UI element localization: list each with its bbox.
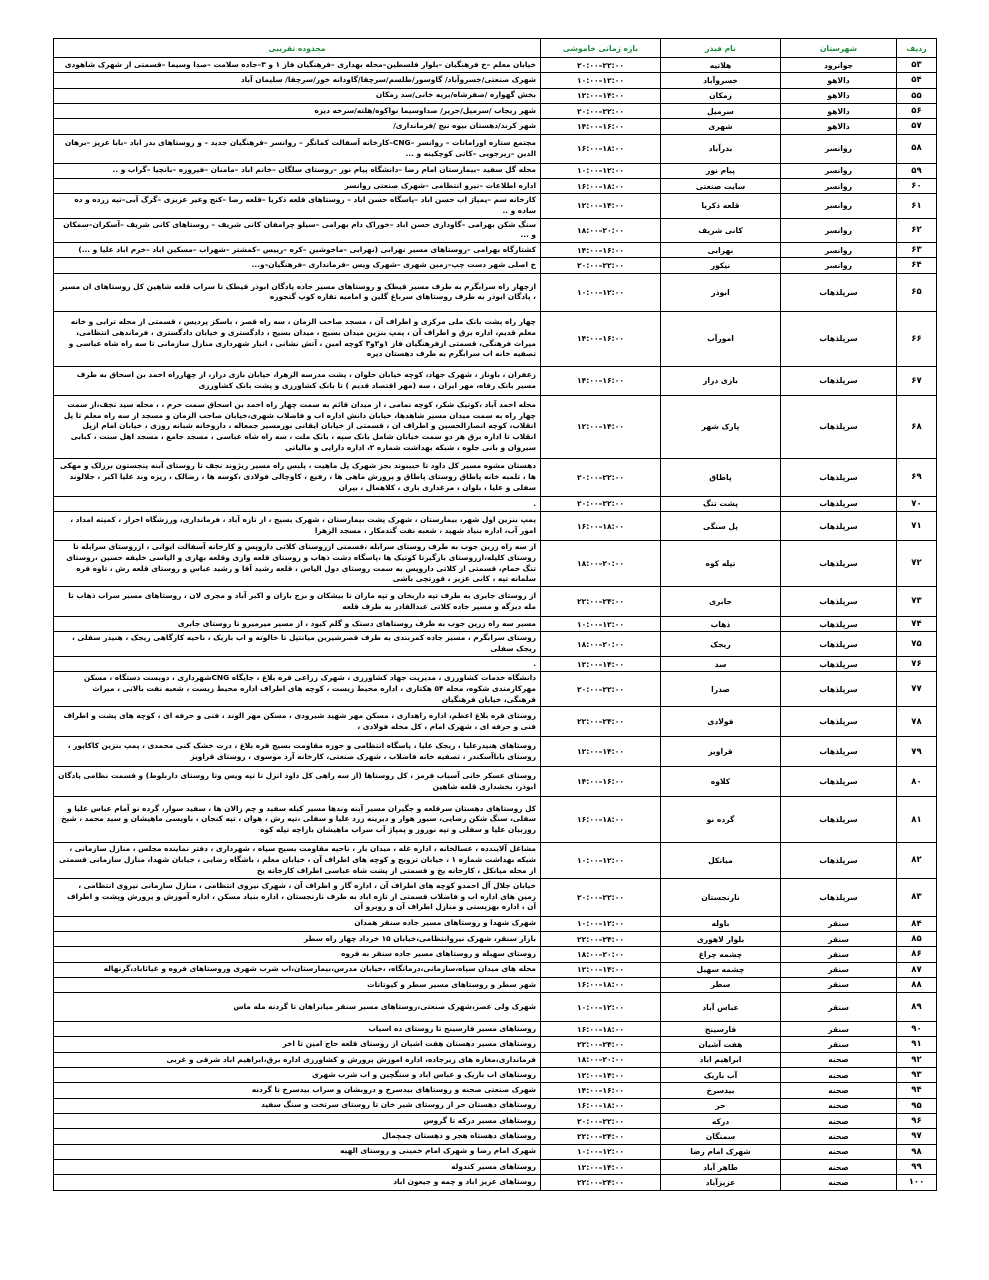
time-range-cell: ۱۸:۰۰–۲۰:۰۰ [541, 218, 661, 242]
city-cell: روانسر [781, 163, 897, 178]
row-number-cell: ۵۸ [897, 134, 937, 163]
area-cell: روستاهای مسیر درکه تا گروس [54, 1114, 541, 1129]
area-cell: محله احمد آباد ،کوتیک شکر، کوچه نمامی ، از میدان قائم به سمت چهار راه احمد بن اسحاق سمت حرم ، ، محله سید نجف،از سمت چهار راه به سمت میدان مسیر شاهدها، خیابان دانش اداره اب و فاضلاب شهری،خیابان صاحب الزمان و مسجد از سه راه معلم تا پل انقلاب، کوچه انصارالحسین و اطراف ان ، قسمتی از خیابان ایقانی بورمسیر جمعاله ، داروخانه شبانه روزی ، خیابان امام ازپل انقلاب تا اداره برق هر دو سمت خیابان شامل بانک سپه ، بانک ملت ، سه راه شاه عباسی ، مسجد جامع ، مسجد اهل سنت ، کبابی سیروان و بانی جلوه ، شبکه بهداشت شماره ۲، اداره دارایی و مالیاتی [54, 395, 541, 458]
time-range-cell: ۱۰:۰۰–۱۲:۰۰ [541, 73, 661, 88]
row-number-cell: ۹۴ [897, 1083, 937, 1098]
time-range-cell: ۲۰:۰۰–۲۲:۰۰ [541, 458, 661, 496]
city-cell: صحنه [781, 1068, 897, 1083]
table-row [54, 458, 937, 496]
city-cell: دالاهو [781, 73, 897, 88]
feeder-cell: قلعه ذکریا [661, 194, 781, 218]
time-range-cell: ۱۶:۰۰–۱۸:۰۰ [541, 1022, 661, 1037]
table-row [54, 797, 937, 843]
time-range-cell: ۱۶:۰۰–۱۸:۰۰ [541, 797, 661, 843]
table-row [54, 258, 937, 273]
table-row [54, 977, 937, 992]
area-cell: روستاهای هنیدرعلیا ، ریجک علیا ، پاسگاه انتظامی و حوزه مقاومت بسیج قره بلاغ ، درت خشک کنی محمدی ، پمپ بنزین کاکاپور ، روستای باباآسکندر ، تصفیه خانه فاضلاب ، شهرک صنعتی، کارخانه آرد موسوی ، روستای قراویز [54, 737, 541, 767]
table-row [54, 58, 937, 73]
time-range-cell: ۱۲:۰۰–۱۴:۰۰ [541, 656, 661, 671]
city-cell: صحنه [781, 1159, 897, 1174]
area-cell: شهرک شهدا و روستاهای مسیر جاده سنقر همدان [54, 916, 541, 931]
table-row [54, 1144, 937, 1159]
feeder-cell: پیام نور [661, 163, 781, 178]
row-number-cell: ۷۹ [897, 737, 937, 767]
table-row [54, 947, 937, 962]
area-cell: دانشگاه خدمات کشاورزی ، مدیریت جهاد کشاورزی ، شهرک زراعی قره بلاغ ، جایگاه CNGشهرداری ، دوبست دستگاه ، مسکن مهرکارمندی شکوه، محله ۵۴ هکتاری ، اداره محیط زیست ، کوچه های اطراف اداره محیط زیست ، شعبه نفت بالانی ، میراث فرهنگی، خیابان فرهنگیان [54, 672, 541, 707]
city-cell: سنقر [781, 1037, 897, 1052]
table-row [54, 1098, 937, 1113]
area-cell: روستای قره بلاغ اعظم، اداره راهداری ، مسکن مهر شهید شیرودی ، مسکن مهر الوند ، فنی و حرفه ای ، کوچه های پشت و اطراف فنی و حرفه ای ، شهرک امام ، کل محله فولادی ، [54, 707, 541, 737]
area-cell: بخش گهواره /صفرشاه/بریه خانی/سد زمکان [54, 88, 541, 103]
city-cell: صحنه [781, 1052, 897, 1067]
table-row [54, 1037, 937, 1052]
city-cell: سنقر [781, 977, 897, 992]
area-cell: اداره اطلاعات –نیرو انتظامی –شهرک صنعتی روانسر [54, 178, 541, 193]
city-cell: جوانرود [781, 58, 897, 73]
table-row [54, 103, 937, 118]
area-cell: شهر کرند/دهستان بیوه نیج /فرمانداری/ [54, 119, 541, 134]
table-row [54, 218, 937, 242]
area-cell: از سه راه زرین جوب به طرف روستای سرابله ،قسمتی ازروستای کلاتی داروپس و کارخانه آسفالت ایوانی ، ازروستای سرابله تا روستای کلیله،ازروستای بازگیرتا کوتیک ها ،پاسگاه دشت ذهاب و روستای قلعه وازی وقلعه بهاری و الیاسی خلیفه حسین ،روستای تنگ حمام، قسمتی از کلاتی داروپس به سمت روستای دول الیاس ، قلعه رشید آقا و رشید عباس و روستای قلعه رش ، تاوه قره سلمانه تپه ، کانی عزیز ، قورتچی باشی [54, 541, 541, 587]
area-cell: خیابان جلال آل احمدو کوچه های اطراف آن ، اداره گاز و اطراف آن ، شهرک نیروی انتظامی ، منازل سازمانی نیروی انتظامی ، زمین های اداره اب و فاضلاب قسمتی از تازه اباد به طرف نارنجستان ، اداره بنیاد مسکن ، اداره آموزش و پرورش وپشت و اطراف آن ، اداره بهزیستی و منازل اطراف آن و روبرو آن [54, 878, 541, 916]
time-range-cell: ۱۶:۰۰–۱۸:۰۰ [541, 178, 661, 193]
area-cell: روستاهای مسیر کندوله [54, 1159, 541, 1174]
area-cell: . [54, 496, 541, 511]
time-range-cell: ۱۴:۰۰–۱۶:۰۰ [541, 311, 661, 366]
feeder-cell: بیدسرخ [661, 1083, 781, 1098]
city-cell: سرپلذهاب [781, 843, 897, 878]
table-header-row [54, 39, 937, 58]
feeder-cell: فولادی [661, 707, 781, 737]
time-range-cell: ۲۲:۰۰–۲۴:۰۰ [541, 1129, 661, 1144]
table-row [54, 366, 937, 395]
area-cell: روستاهای مسیر دهستان هفت اشیان از روستای قلعه حاج امین تا اخر [54, 1037, 541, 1052]
feeder-cell: امورآب [661, 311, 781, 366]
feeder-cell: صدرا [661, 672, 781, 707]
city-cell: روانسر [781, 134, 897, 163]
feeder-cell: سرمیل [661, 103, 781, 118]
row-number-cell: ۹۲ [897, 1052, 937, 1067]
city-cell: سرپلذهاب [781, 541, 897, 587]
time-range-cell: ۲۰:۰۰–۲۲:۰۰ [541, 672, 661, 707]
table-row [54, 672, 937, 707]
row-number-cell: ۷۷ [897, 672, 937, 707]
city-cell: سرپلذهاب [781, 311, 897, 366]
area-cell: شهرک صنعتی/خسروآباد/ گاوسور/طلسم/سرچقا/گاودانه خور/سرچقا/ سلیمان آباد [54, 73, 541, 88]
city-cell: سرپلذهاب [781, 767, 897, 797]
header-feeder: نام فیدر [661, 39, 781, 58]
time-range-cell: ۱۴:۰۰–۱۶:۰۰ [541, 767, 661, 797]
feeder-cell: پشت تنگ [661, 496, 781, 511]
feeder-cell: کانی شریف [661, 218, 781, 242]
feeder-cell: گرده نو [661, 797, 781, 843]
feeder-cell: بدرآباد [661, 134, 781, 163]
row-number-cell: ۷۸ [897, 707, 937, 737]
row-number-cell: ۸۸ [897, 977, 937, 992]
area-cell: شهرک ولی عصر،شهرک صنعتی،روستاهای مسیر سنقر میانراهان تا گردنه مله ماس [54, 993, 541, 1022]
row-number-cell: ۹۶ [897, 1114, 937, 1129]
row-number-cell: ۸۳ [897, 878, 937, 916]
table-row [54, 707, 937, 737]
city-cell: سرپلذهاب [781, 512, 897, 541]
row-number-cell: ۵۷ [897, 119, 937, 134]
city-cell: روانسر [781, 218, 897, 242]
row-number-cell: ۶۶ [897, 311, 937, 366]
table-body [54, 58, 937, 1191]
row-number-cell: ۹۷ [897, 1129, 937, 1144]
time-range-cell: ۱۰:۰۰–۱۲:۰۰ [541, 1144, 661, 1159]
area-cell: مسیر سه راه زرین جوب به طرف روستاهای دستک و گلم کبود ، از مسیر میرمیرو تا روستای جابری [54, 617, 541, 632]
table-row [54, 931, 937, 946]
feeder-cell: پاطاق [661, 458, 781, 496]
row-number-cell: ۸۵ [897, 931, 937, 946]
row-number-cell: ۶۰ [897, 178, 937, 193]
header-area: محدوده تقریبی [54, 39, 541, 58]
time-range-cell: ۱۲:۰۰–۱۴:۰۰ [541, 194, 661, 218]
row-number-cell: ۷۳ [897, 587, 937, 617]
area-cell: مجتمع ستاره اورامانات – روانسر –CNG–کارخانه آسفالت کمانگر – روانسر –فرهنگیان جدید – و روستاهای بدر اباد –بابا عزیز –برهان الدین –زیرجویی –کانی کوچکینه و ... [54, 134, 541, 163]
time-range-cell: ۱۰:۰۰–۱۲:۰۰ [541, 993, 661, 1022]
city-cell: سنقر [781, 962, 897, 977]
city-cell: سرپلذهاب [781, 737, 897, 767]
row-number-cell: ۶۲ [897, 218, 937, 242]
city-cell: صحنه [781, 1129, 897, 1144]
area-cell: فرمانداری،مغازه های زیرجاده، اداره اموزش پرورش و کشاورزی اداره برق،ابراهیم اباد شرقی و غربی [54, 1052, 541, 1067]
area-cell: روستاهای دهستان حر از روستای شیر خان تا روستای سرتخت و سنگ سفید [54, 1098, 541, 1113]
table-row [54, 1159, 937, 1174]
city-cell: سرپلذهاب [781, 273, 897, 311]
city-cell: صحنه [781, 1083, 897, 1098]
feeder-cell: نیکور [661, 258, 781, 273]
city-cell: سنقر [781, 931, 897, 946]
feeder-cell: هفت آشیان [661, 1037, 781, 1052]
row-number-cell: ۹۰ [897, 1022, 937, 1037]
table-row [54, 1068, 937, 1083]
city-cell: سنقر [781, 993, 897, 1022]
table-row [54, 916, 937, 931]
area-cell: کشتارگاه بهرامی –روستاهای مسیر نهرابی (نهرابی –ماخوشین –کره –رییس –کمشتر –شهراب –مسکین اباد –خرم اباد علیا و ...) [54, 243, 541, 258]
feeder-cell: فارسینج [661, 1022, 781, 1037]
city-cell: روانسر [781, 178, 897, 193]
table-row [54, 632, 937, 656]
row-number-cell: ۹۸ [897, 1144, 937, 1159]
row-number-cell: ۹۱ [897, 1037, 937, 1052]
area-cell: پمپ بنزین اول شهر، بیمارستان ، شهرک پشت بیمارستان ، شهرک بسیج ، از تازه آباد ، فرمانداری، ورزشگاه احرار ، کمیته امداد ، امور آب، اداره بنیاد شهید ، شعبه نفت گندمکار ، مسجد الزهرا [54, 512, 541, 541]
table-row [54, 656, 937, 671]
table-row [54, 737, 937, 767]
feeder-cell: خسروآباد [661, 73, 781, 88]
row-number-cell: ۹۳ [897, 1068, 937, 1083]
area-cell: روستاهای اب باریک و عباس اباد و سنگچین و اب شرب شهری [54, 1068, 541, 1083]
time-range-cell: ۲۰:۰۰–۲۲:۰۰ [541, 258, 661, 273]
time-range-cell: ۲۲:۰۰–۲۴:۰۰ [541, 1175, 661, 1190]
city-cell: صحنه [781, 1098, 897, 1113]
row-number-cell: ۸۰ [897, 767, 937, 797]
area-cell: شهرک صنعتی صحنه و روستاهای بیدسرخ و دروبشان و سراب بیدسرخ تا گردنه [54, 1083, 541, 1098]
row-number-cell: ۵۶ [897, 103, 937, 118]
table-row [54, 88, 937, 103]
time-range-cell: ۱۸:۰۰–۲۰:۰۰ [541, 541, 661, 587]
area-cell: چهار راه پشت بانک ملی مرکزی و اطراف آن ، مسجد صاحب الزمان ، سه راه قصر ، باسکز پردیس ، قسمتی از محله ترابی و خانه معلم قدیم، اداره برق و اطراف آن ، پمپ بنزین میدان بسیج ، میدان بسیج ، دادگستری و خیابان دادگستری ، فرماندهی انتظامی، میراث فرهنگی، قسمتی ازفرهنگیان فاز ۱و۲و۳ کوچه امین ، آتش نشانی ، انبار شهرداری منازل سازمانی تا سه راه شاه عباسی و تصفیه خانه اب سرابگرم به طرف دهستان دیره [54, 311, 541, 366]
time-range-cell: ۱۲:۰۰–۱۴:۰۰ [541, 1068, 661, 1083]
header-time-range: بازه زمانی خاموشی [541, 39, 661, 58]
time-range-cell: ۱۶:۰۰–۱۸:۰۰ [541, 977, 661, 992]
row-number-cell: ۵۹ [897, 163, 937, 178]
city-cell: دالاهو [781, 88, 897, 103]
feeder-cell: عباس آباد [661, 993, 781, 1022]
table-row [54, 1052, 937, 1067]
city-cell: سرپلذهاب [781, 395, 897, 458]
feeder-cell: هلاتیه [661, 58, 781, 73]
row-number-cell: ۹۵ [897, 1098, 937, 1113]
feeder-cell: سد [661, 656, 781, 671]
feeder-cell: چشمه چراغ [661, 947, 781, 962]
row-number-cell: ۹۹ [897, 1159, 937, 1174]
time-range-cell: ۱۰:۰۰–۱۲:۰۰ [541, 163, 661, 178]
time-range-cell: ۲۲:۰۰–۲۴:۰۰ [541, 587, 661, 617]
area-cell: خ اصلی شهر دست چپ–زمین شهری –شهرک ویس –فرمانداری –فرهنگیان–و... [54, 258, 541, 273]
city-cell: روانسر [781, 243, 897, 258]
city-cell: دالاهو [781, 103, 897, 118]
city-cell: سرپلذهاب [781, 656, 897, 671]
area-cell: روستای عسکر خانی آسیاب قرمز ، کل روستاها (از سه راهی کل داود انزل تا تپه ویس وتا روستای داربلوط) و قسمت نظامی پادگان ابوذر، بخشداری قلعه شاهین [54, 767, 541, 797]
city-cell: روانسر [781, 258, 897, 273]
city-cell: سرپلذهاب [781, 632, 897, 656]
row-number-cell: ۶۷ [897, 366, 937, 395]
city-cell: سرپلذهاب [781, 672, 897, 707]
row-number-cell: ۸۹ [897, 993, 937, 1022]
feeder-cell: تپله کوه [661, 541, 781, 587]
row-number-cell: ۶۸ [897, 395, 937, 458]
time-range-cell: ۱۸:۰۰–۲۰:۰۰ [541, 632, 661, 656]
row-number-cell: ۸۲ [897, 843, 937, 878]
table-row [54, 73, 937, 88]
time-range-cell: ۲۰:۰۰–۲۲:۰۰ [541, 58, 661, 73]
table-row [54, 1129, 937, 1144]
area-cell: روستاهای دهستاه هجر و دهستان چمچمال [54, 1129, 541, 1144]
feeder-cell: شهری [661, 119, 781, 134]
feeder-cell: سطر [661, 977, 781, 992]
table-row [54, 395, 937, 458]
row-number-cell: ۵۵ [897, 88, 937, 103]
table-row [54, 496, 937, 511]
feeder-cell: ذهاب [661, 617, 781, 632]
feeder-cell: حر [661, 1098, 781, 1113]
city-cell: روانسر [781, 194, 897, 218]
feeder-cell: سمنگان [661, 1129, 781, 1144]
table-row [54, 1022, 937, 1037]
feeder-cell: بازی دراز [661, 366, 781, 395]
area-cell: روستاهای مسیر فارسینج تا روستای ده اسیاب [54, 1022, 541, 1037]
row-number-cell: ۷۱ [897, 512, 937, 541]
time-range-cell: ۲۲:۰۰–۲۴:۰۰ [541, 931, 661, 946]
table-row [54, 134, 937, 163]
feeder-cell: ابراهیم اباد [661, 1052, 781, 1067]
header-city: شهرستان [781, 39, 897, 58]
city-cell: صحنه [781, 1175, 897, 1190]
time-range-cell: ۲۲:۰۰–۲۴:۰۰ [541, 1037, 661, 1052]
table-row [54, 194, 937, 218]
table-row [54, 843, 937, 878]
area-cell: بازار سنقر، شهرک نیروانتظامی،خیابان ۱۵ خرداد چهار راه سطر [54, 931, 541, 946]
time-range-cell: ۱۶:۰۰–۱۸:۰۰ [541, 1098, 661, 1113]
time-range-cell: ۱۴:۰۰–۱۶:۰۰ [541, 1083, 661, 1098]
area-cell: از روستای جابری به طرف تپه داربخان و تپه ماران تا بیشکان و برج باران و اکبر آباد و مجری لان ، روستاهای مسیر سراب ذهاب تا مله دیزگه و مسیر جاده کلاتی عبدالقادر به طرف قلعه [54, 587, 541, 617]
time-range-cell: ۲۰:۰۰–۲۲:۰۰ [541, 1114, 661, 1129]
feeder-cell: پل سنگی [661, 512, 781, 541]
area-cell: ازچهار راه سرابگرم به طرف مسیر قیطک و روستاهای مسیر جاده پادگان ابوذر قیطک تا سراب قلعه شاهین کل روستاهای ان مسیر ، پادگان ابوذر به طرف روستاهای سرباغ گلین و امامیه تقاره کوپ گنجوره [54, 273, 541, 311]
feeder-cell: پارک شهر [661, 395, 781, 458]
city-cell: سنقر [781, 916, 897, 931]
table-row [54, 587, 937, 617]
row-number-cell: ۸۴ [897, 916, 937, 931]
time-range-cell: ۱۰:۰۰–۱۲:۰۰ [541, 916, 661, 931]
row-number-cell: ۸۷ [897, 962, 937, 977]
row-number-cell: ۸۱ [897, 797, 937, 843]
area-cell: محله های میدان سپاه،سازمانی،درمانگاه، ،خیابان مدرس،بیمارستان،اب شرب شهری وروستاهای فروه و غیاثاباد،گرنهاله [54, 962, 541, 977]
row-number-cell: ۶۳ [897, 243, 937, 258]
table-row [54, 1083, 937, 1098]
feeder-cell: زمکان [661, 88, 781, 103]
city-cell: سرپلذهاب [781, 496, 897, 511]
area-cell: کارخانه سم –پمپاژ اب حسن اباد –پاسگاه حسن اباد – روستاهای قلعه ذکریا –قلعه رضا –کنج وعیر عزیزی –گرگ آبی–تپه زرده و ده ساده و .. [54, 194, 541, 218]
city-cell: سنقر [781, 947, 897, 962]
time-range-cell: ۱۲:۰۰–۱۴:۰۰ [541, 962, 661, 977]
city-cell: سرپلذهاب [781, 707, 897, 737]
city-cell: سرپلذهاب [781, 617, 897, 632]
area-cell: محله گل سفید –بیمارستان امام رضا –دانشگاه پیام نور –روستای سلگان –خانم اباد –مامنان –فیروزه –بانچیا –گراب و .. [54, 163, 541, 178]
area-cell: شهرک امام رضا و شهرک امام خمینی و روستای الهیه [54, 1144, 541, 1159]
city-cell: سرپلذهاب [781, 587, 897, 617]
city-cell: صحنه [781, 1144, 897, 1159]
row-number-cell: ۵۴ [897, 73, 937, 88]
outage-schedule-table [53, 38, 937, 1191]
time-range-cell: ۲۰:۰۰–۲۲:۰۰ [541, 103, 661, 118]
table-row [54, 993, 937, 1022]
row-number-cell: ۶۵ [897, 273, 937, 311]
city-cell: سرپلذهاب [781, 797, 897, 843]
feeder-cell: ابوذر [661, 273, 781, 311]
area-cell: شهر سطر و روستاهای مسیر سطر و کیوتانات [54, 977, 541, 992]
table-row [54, 178, 937, 193]
feeder-cell: سایت صنعتی [661, 178, 781, 193]
time-range-cell: ۲۰:۰۰–۲۲:۰۰ [541, 496, 661, 511]
feeder-cell: نارنجستان [661, 878, 781, 916]
feeder-cell: آب باریک [661, 1068, 781, 1083]
table-row [54, 1175, 937, 1190]
area-cell: . [54, 656, 541, 671]
table-row [54, 878, 937, 916]
row-number-cell: ۸۶ [897, 947, 937, 962]
area-cell: زعفران ، باوناز ، شهرک جهاد، کوچه خیابان حلوان ، پشت مدرسه الزهرا، خیابان بازی دراز، از چهارراه احمد بن اسحاق به طرف مسیر بانک رفاه، مهر ایران ، سه (مهر اقتصاد قدیم ) تا بانک کشاورزی و پشت بانک کشاورزی [54, 366, 541, 395]
feeder-cell: جابری [661, 587, 781, 617]
area-cell: کل روستاهای دهستان سرقلعه و جگیران مسیر آبنه وندها مسیر کیله سفید و چم زالان ها ، سفید سوار، گرده نو آمام عباس علیا و سفلی، سنگ شکن رضایی، سیور هوار و دیرینه زرد علیا و سفلی ،تپه رش ، هوان ، تپه کنجان ، باویسی ماهیشان و سید محمد ، شیخ روزبیان علیا و سفلی و تپه نوروز و پمپاژ آب سراب ماهیشان بازاچه تپله کوه [54, 797, 541, 843]
row-number-cell: ۷۵ [897, 632, 937, 656]
time-range-cell: ۱۲:۰۰–۱۴:۰۰ [541, 395, 661, 458]
table-row [54, 767, 937, 797]
time-range-cell: ۲۲:۰۰–۲۴:۰۰ [541, 707, 661, 737]
time-range-cell: ۱۰:۰۰–۱۲:۰۰ [541, 617, 661, 632]
feeder-cell: طاهر آباد [661, 1159, 781, 1174]
feeder-cell: نهرابی [661, 243, 781, 258]
table-row [54, 119, 937, 134]
time-range-cell: ۱۲:۰۰–۱۴:۰۰ [541, 88, 661, 103]
table-row [54, 311, 937, 366]
area-cell: سنگ شکن بهرامی –گاوداری حسن اباد –خوراک دام بهرامی –سیلو چرامفان کانی شریف – روستاهای کانی شریف –آسکران–سمکان و ... [54, 218, 541, 242]
table-row [54, 512, 937, 541]
area-cell: روستای سهبله و روستاهای مسیر جاده سنقر به فروه [54, 947, 541, 962]
table-row [54, 163, 937, 178]
area-cell: خیابان معلم –خ فرهنگیان –بلوار فلسطین–محله بهداری –فرهنگیان فاز ۱ و ۳–جاده سلامت –صدا وسیما –قسمتی از شهرک شاهودی [54, 58, 541, 73]
row-number-cell: ۷۰ [897, 496, 937, 511]
feeder-cell: بلوار لاهوری [661, 931, 781, 946]
time-range-cell: ۱۰:۰۰–۱۲:۰۰ [541, 273, 661, 311]
row-number-cell: ۶۹ [897, 458, 937, 496]
feeder-cell: عزیزآباد [661, 1175, 781, 1190]
row-number-cell: ۷۶ [897, 656, 937, 671]
area-cell: روستاهای عزیز اباد و چمه و جیعون اباد [54, 1175, 541, 1190]
table-row [54, 962, 937, 977]
time-range-cell: ۱۴:۰۰–۱۶:۰۰ [541, 119, 661, 134]
table-row [54, 273, 937, 311]
time-range-cell: ۱۴:۰۰–۱۶:۰۰ [541, 243, 661, 258]
city-cell: سرپلذهاب [781, 878, 897, 916]
row-number-cell: ۱۰۰ [897, 1175, 937, 1190]
feeder-cell: میانکل [661, 843, 781, 878]
feeder-cell: ریجک [661, 632, 781, 656]
time-range-cell: ۱۲:۰۰–۱۴:۰۰ [541, 1159, 661, 1174]
city-cell: سرپلذهاب [781, 458, 897, 496]
area-cell: روستای سرابگرم ، مسیر جاده کمربندی به طرف قصرشیرین میانتپل تا خالوته و اب باریک ، ناحیه کارگاهی ریجک ، هنیدر سفلی ، ریجک سفلی [54, 632, 541, 656]
time-range-cell: ۱۰:۰۰–۱۲:۰۰ [541, 843, 661, 878]
feeder-cell: شهرک امام رضا [661, 1144, 781, 1159]
table-row [54, 1114, 937, 1129]
time-range-cell: ۲۰:۰۰–۲۲:۰۰ [541, 878, 661, 916]
table-row [54, 243, 937, 258]
city-cell: دالاهو [781, 119, 897, 134]
feeder-cell: قراویز [661, 737, 781, 767]
row-number-cell: ۶۱ [897, 194, 937, 218]
area-cell: شهر ریجاب /سرمیل/حریر/ صداوسیما نواکوه/هلته/سرخه دیزه [54, 103, 541, 118]
header-row-number: ردیف [897, 39, 937, 58]
time-range-cell: ۱۶:۰۰–۱۸:۰۰ [541, 134, 661, 163]
city-cell: صحنه [781, 1114, 897, 1129]
time-range-cell: ۱۲:۰۰–۱۴:۰۰ [541, 737, 661, 767]
time-range-cell: ۱۸:۰۰–۲۰:۰۰ [541, 947, 661, 962]
row-number-cell: ۷۲ [897, 541, 937, 587]
time-range-cell: ۱۴:۰۰–۱۶:۰۰ [541, 366, 661, 395]
area-cell: مشاغل آلایندده ، عسالخانه ، اداره غله ، میدان بار ، ناحیه مقاومت بسیج سپاه ، شهرداری ، دفتر نماینده مجلس ، منازل سازمانی ، شبکه بهداشت شماره ۱ ، خیابان تروبج و کوچه های اطراف آن ، خیابان معلم ، باشگاه رضایی ، خیابان شهدا، منازل سازمانی قسمتی از محله میانکل ، کارخانه یخ و قسمتی از پشت شاه عباسی اطراف کارخانه یخ [54, 843, 541, 878]
feeder-cell: باوله [661, 916, 781, 931]
time-range-cell: ۱۶:۰۰–۱۸:۰۰ [541, 512, 661, 541]
city-cell: سرپلذهاب [781, 366, 897, 395]
time-range-cell: ۱۸:۰۰–۲۰:۰۰ [541, 1052, 661, 1067]
city-cell: سنقر [781, 1022, 897, 1037]
feeder-cell: درکه [661, 1114, 781, 1129]
area-cell: دهستان مشوه مسیر کل داود تا حبیبوند بجز شهرک پل ماهیت ، پلیس راه مسیر ریژوند نجف تا روستای آبنه پنجستون برزلک و مهکی ها ، تلمبه خانه پاطاق روستای پاطاق و پرورش ماهی ها ، رفیع ، کاوچالی فولادی ،کوسه ها ، رضالک ، ریزه وند علیا اکبر ، جلالوند سفلی و علیا ، بلوان ، مرغداری باری ، کلاهمال ، بیران [54, 458, 541, 496]
row-number-cell: ۷۴ [897, 617, 937, 632]
feeder-cell: کلاوه [661, 767, 781, 797]
row-number-cell: ۶۴ [897, 258, 937, 273]
table-row [54, 541, 937, 587]
row-number-cell: ۵۳ [897, 58, 937, 73]
feeder-cell: چشمه سهیل [661, 962, 781, 977]
outage-schedule-page [54, 38, 937, 1191]
table-row [54, 617, 937, 632]
